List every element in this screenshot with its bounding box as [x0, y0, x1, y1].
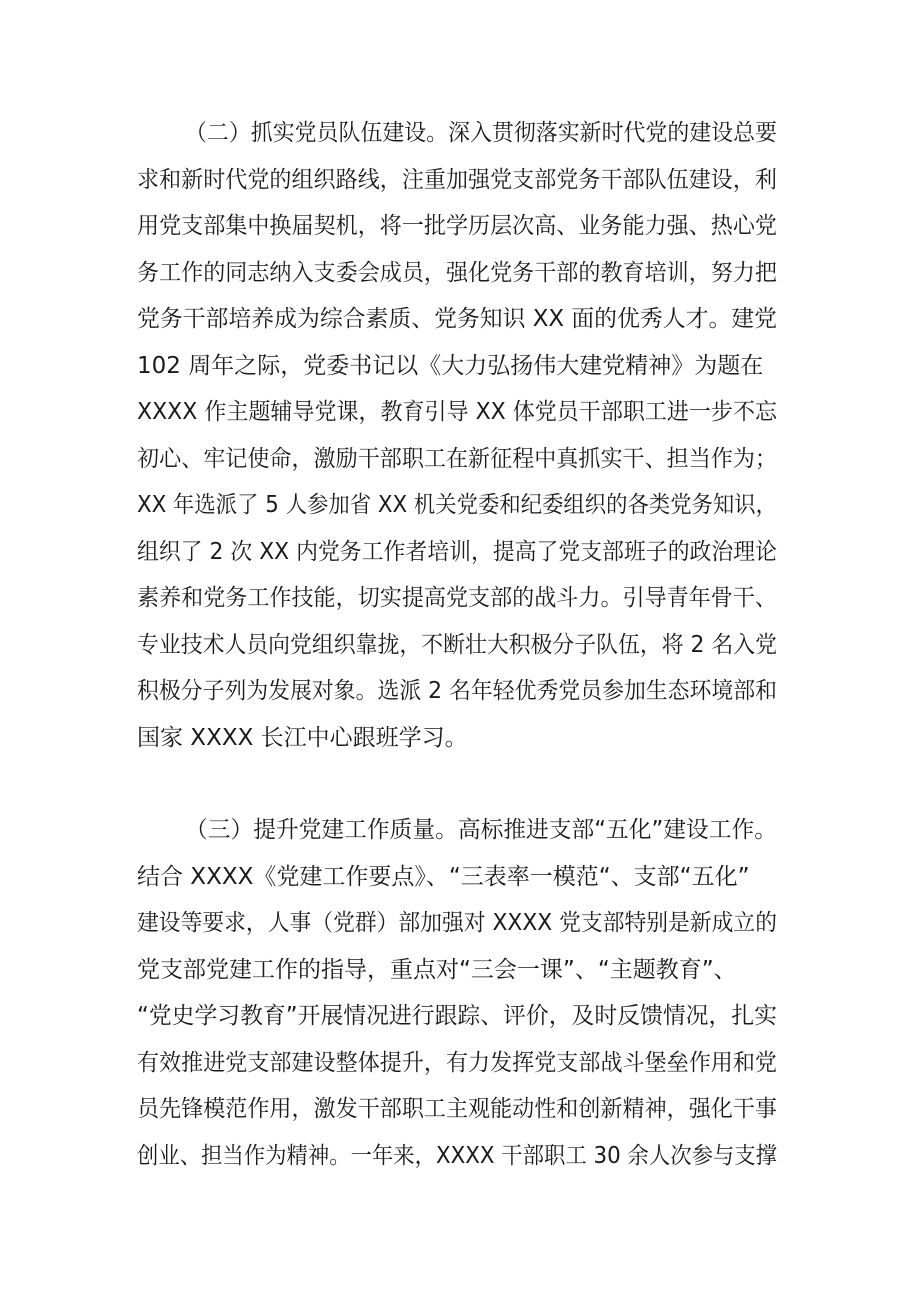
text-line: 党支部党建工作的指导，重点对“三会一课”、“主题教育”、 [137, 956, 737, 983]
text-line: 求和新时代党的组织路线，注重加强党支部党务干部队伍建设，利 [137, 166, 777, 193]
text-line: 素养和党务工作技能，切实提高党支部的战斗力。引导青年骨干、 [137, 585, 777, 611]
text-line: 党务干部培养成为综合素质、党务知识 XX 面的优秀人才。建党 [137, 306, 777, 332]
text-line: 员先锋模范作用，激发干部职工主观能动性和创新精神，强化干事 [137, 1096, 777, 1122]
text-line: 建设等要求，人事（党群）部加强对 XXXX 党支部特别是新成立的 [137, 910, 777, 936]
text-line: “党史学习教育”开展情况进行跟踪、评价，及时反馈情况，扎实 [137, 1003, 777, 1029]
text-line: 结合 XXXX《党建工作要点》、“三表率一模范“、支部“五化” [137, 863, 750, 890]
paragraph-party-work-quality [137, 807, 777, 1179]
text-line: 创业、担当作为精神。一年来，XXXX 干部职工 30 余人次参与支撑 [137, 1142, 777, 1169]
text-line: 有效推进党支部建设整体提升，有力发挥党支部战斗堡垒作用和党 [137, 1049, 777, 1076]
text-line: （二）抓实党员队伍建设。深入贯彻落实新时代党的建设总要 [185, 120, 777, 146]
text-line: XXXX 作主题辅导党课，教育引导 XX 体党员干部职工进一步不忘 [137, 399, 777, 425]
text-line: 积极分子列为发展对象。选派 2 名年轻优秀党员参加生态环境部和 [137, 678, 777, 704]
text-line: 国家 XXXX 长江中心跟班学习。 [137, 724, 468, 751]
text-line: 组织了 2 次 XX 内党务工作者培训，提高了党支部班子的政治理论 [137, 538, 777, 565]
text-line: 初心、牢记使命，激励干部职工在新征程中真抓实干、担当作为； [137, 445, 777, 472]
paragraph-party-team-building [137, 110, 777, 761]
text-line: XX 年选派了 5 人参加省 XX 机关党委和纪委组织的各类党务知识， [137, 492, 777, 518]
text-line: 用党支部集中换届契机，将一批学历层次高、业务能力强、热心党 [137, 213, 777, 239]
text-line: 务工作的同志纳入支委会成员，强化党务干部的教育培训，努力把 [137, 259, 777, 286]
text-line: 102 周年之际，党委书记以《大力弘扬伟大建党精神》为题在 [137, 352, 764, 379]
text-line: 专业技术人员向党组织靠拢，不断壮大积极分子队伍，将 2 名入党 [137, 631, 777, 658]
text-line: （三）提升党建工作质量。高标推进支部“五化”建设工作。 [185, 817, 777, 843]
